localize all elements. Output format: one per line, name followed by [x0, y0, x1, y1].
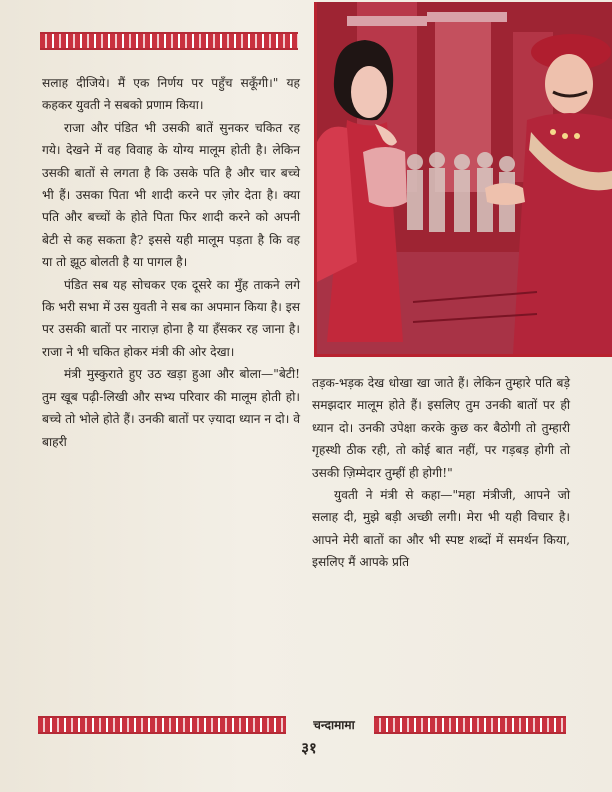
decorative-border-top: [40, 32, 298, 50]
paragraph: सलाह दीजिये। मैं एक निर्णय पर पहुँच सकूँगी।" यह कहकर युवती ने सबको प्रणाम किया।: [42, 76, 300, 113]
text-column-left: [42, 72, 300, 453]
paragraph: युवती ने मंत्री से कहा—"महा मंत्रीजी, आपने जो सलाह दी, मुझे बड़ी अच्छी लगी। मेरा भी यही विचार है। आपने मेरी बातों का और भी स्पष्ट शब्दों में समर्थन किया, इसलिए मैं आपके प्रति: [312, 488, 570, 570]
text-column-right: [312, 372, 570, 574]
decorative-border-bottom-left: [38, 716, 286, 734]
magazine-title: चन्दामामा: [313, 718, 355, 732]
paragraph: पंडित सब यह सोचकर एक दूसरे का मुँह ताकने लगे कि भरी सभा में उस युवती ने सब का अपमान किया है। इस पर उसकी बातों पर नाराज़ होना है या हँसकर रह जाना है। राजा ने भी चकित होकर मंत्री की ओर देखा।: [42, 277, 300, 359]
story-illustration: [314, 2, 612, 357]
paragraph: मंत्री मुस्कुराते हुए उठ खड़ा हुआ और बोला—"बेटी! तुम खूब पढ़ी-लिखी और सभ्य परिवार की मालूम होती हो। बच्चे तो भोले होते हैं। उनकी बातों पर ज़्यादा ध्यान न दो। वे बाहरी: [42, 367, 300, 449]
paragraph: राजा और पंडित भी उसकी बातें सुनकर चकित रह गये। देखने में वह विवाह के योग्य मालूम होती है। लेकिन उसकी बातों से लगता है कि उसके पति है और चार बच्चे भी हैं। उसका पिता भी शादी करने पर ज़ोर देता है। क्या पति और बच्चों के होते पिता फिर शादी करने को अपनी बेटी से कह सकता है? इससे यही मालूम पड़ता है कि वह या तो झूठ बोलती है या पागल है।: [42, 120, 300, 270]
decorative-border-bottom-right: [374, 716, 566, 734]
page-number: ३१: [301, 739, 317, 757]
paragraph: तड़क-भड़क देख धोखा खा जाते हैं। लेकिन तुम्हारे पति बड़े समझदार मालूम होते हैं। इसलिए तुम उनकी बातों पर ही ध्यान दो। उनकी उपेक्षा करके कुछ कर बैठोगी तो तुम्हारी गृहस्थी ठीक रही, तो कोई बात नहीं, पर गड़बड़ होगी तो उसकी ज़िम्मेदार तुम्हीं ही होगी!": [312, 376, 570, 480]
